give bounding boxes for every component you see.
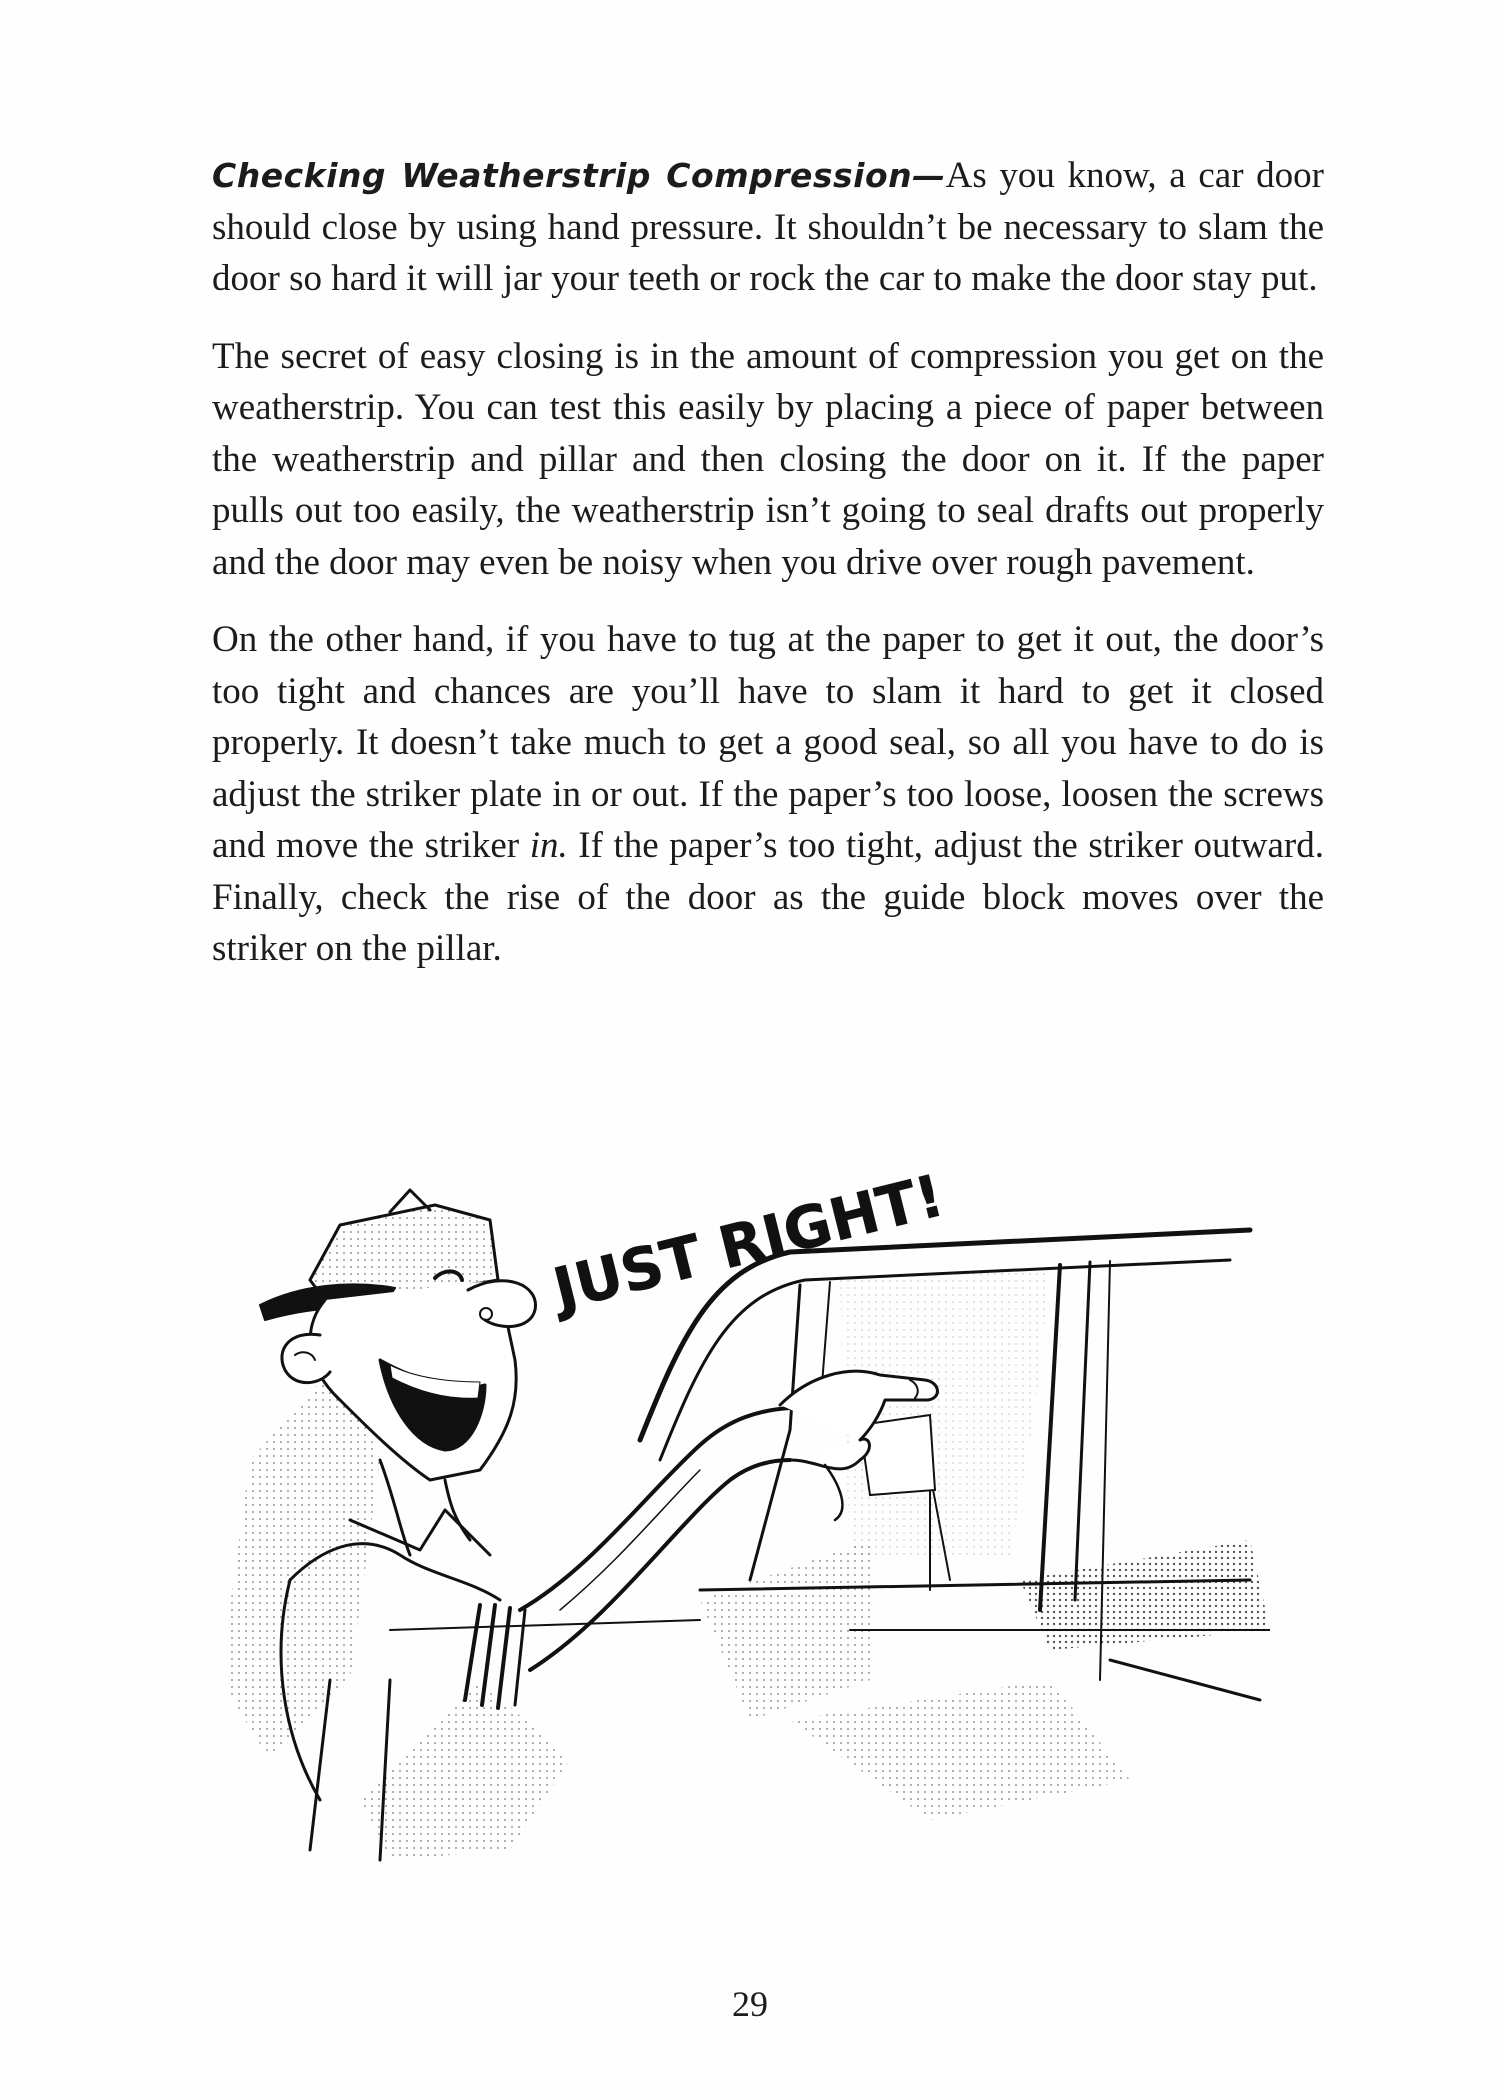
paragraph-2: The secret of easy closing is in the amount of compression you get on the weatherstrip. You can test this easily by placing a piece of paper between the weatherstrip and pillar and then closing the door on it. If the paper pulls out too easily, the weatherstrip isn’t going to seal drafts out properly and the door may even be noisy when you drive over rough pavement. — [212, 335, 1324, 583]
cartoon-illustration — [230, 1160, 1270, 1880]
paragraph-1-text: As you know, a car door should close by using hand pressure. It shouldn’t be necessary to slam the door so hard it will jar your teeth or rock the car to make the door stay put. — [212, 155, 1324, 299]
paragraph-1 — [212, 150, 1324, 305]
page-number: 29 — [732, 1984, 768, 2024]
paragraph-3-text-a: On the other hand, if you have to tug at the paper to get it out, the door’s too tight and chances are you’ll have to slam it hard to get it closed properly. It doesn’t take much to get a good seal, so all you have to do is adjust the striker plate in or out. If the paper’s too loose, loosen the screws and move the striker — [212, 619, 1324, 866]
paragraph-3-emphasis: in. — [529, 825, 568, 866]
paragraph-3-text-b: If the paper’s too tight, adjust the striker outward. Finally, check the rise of the door as the guide block moves over the striker on the pillar. — [212, 825, 1324, 969]
svg-text:JUST RIGHT!: JUST RIGHT! — [546, 1161, 951, 1324]
section-heading: Checking Weatherstrip Compression— — [212, 156, 946, 195]
mechanic-closing-car-door-drawing — [230, 1160, 1270, 1880]
paragraph-3 — [212, 614, 1324, 975]
body-text — [212, 150, 1324, 1001]
